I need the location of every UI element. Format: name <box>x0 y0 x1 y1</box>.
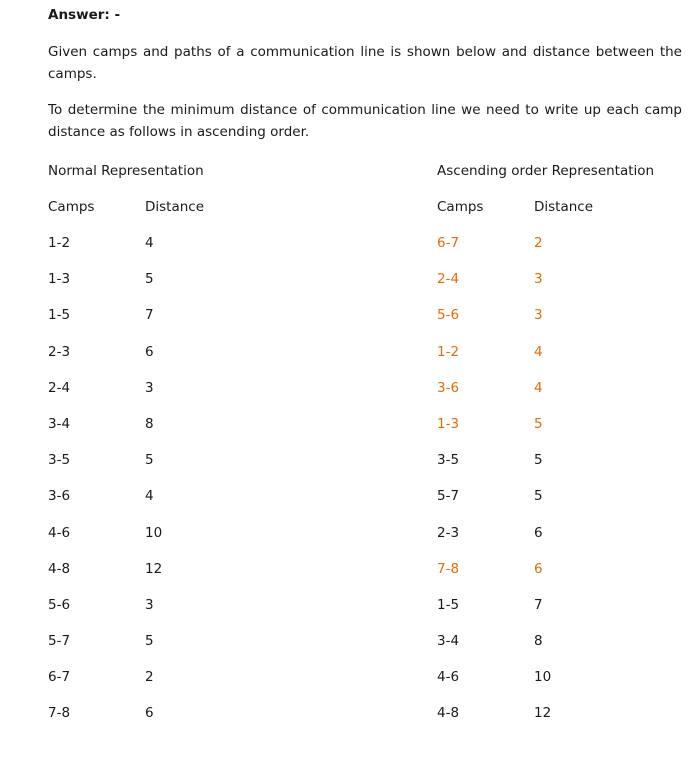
camps-cell: 3-6 <box>437 379 460 396</box>
table-row-highlighted <box>437 558 654 594</box>
normal-representation-table <box>48 160 204 739</box>
table-row <box>48 522 204 558</box>
distance-cell: 5 <box>145 271 154 288</box>
table-row <box>437 630 654 666</box>
distance-cell: 6 <box>145 705 154 722</box>
distance-cell: 6 <box>534 560 543 577</box>
camps-cell: 1-5 <box>48 307 71 324</box>
table-row <box>48 341 204 377</box>
camps-cell: 6-7 <box>437 235 460 251</box>
table-row <box>437 702 654 738</box>
camps-cell: 4-8 <box>437 705 460 722</box>
camps-cell: 7-8 <box>437 560 460 577</box>
camps-cell: 5-6 <box>48 596 71 613</box>
camps-cell: 3-4 <box>48 415 71 432</box>
distance-cell: 5 <box>145 452 154 469</box>
answer-heading: Answer: - <box>48 7 121 23</box>
distance-cell: 5 <box>534 488 543 505</box>
table-row <box>437 666 654 702</box>
normal-header-camps: Camps <box>48 199 95 215</box>
distance-cell: 7 <box>534 596 543 613</box>
table-row <box>48 558 204 594</box>
distance-cell: 4 <box>145 488 154 505</box>
camps-cell: 1-3 <box>48 271 71 288</box>
table-row <box>48 268 204 304</box>
distance-cell: 7 <box>145 307 154 324</box>
distance-cell: 3 <box>534 271 543 288</box>
table-row <box>437 594 654 630</box>
distance-cell: 3 <box>145 596 154 613</box>
camps-cell: 3-5 <box>48 452 71 469</box>
table-row <box>48 630 204 666</box>
camps-cell: 1-2 <box>48 235 71 251</box>
distance-cell: 8 <box>145 415 154 432</box>
table-row <box>48 413 204 449</box>
ascending-table-title: Ascending order Representation <box>437 163 655 179</box>
table-row <box>48 232 204 268</box>
table-row <box>48 485 204 521</box>
distance-cell: 2 <box>534 235 543 251</box>
camps-cell: 5-7 <box>48 633 71 650</box>
table-row <box>48 304 204 340</box>
distance-cell: 2 <box>145 669 154 686</box>
table-row <box>48 702 204 738</box>
camps-cell: 4-6 <box>48 524 71 541</box>
distance-cell: 10 <box>145 524 163 541</box>
camps-cell: 1-2 <box>437 343 460 360</box>
table-row-highlighted <box>437 268 654 304</box>
distance-cell: 3 <box>534 307 543 324</box>
camps-cell: 2-4 <box>48 379 71 396</box>
table-row <box>437 522 654 558</box>
camps-cell: 4-6 <box>437 669 460 686</box>
distance-cell: 3 <box>145 379 154 396</box>
camps-cell: 7-8 <box>48 705 71 722</box>
normal-table-title: Normal Representation <box>48 163 204 179</box>
distance-cell: 4 <box>145 235 154 251</box>
distance-cell: 12 <box>534 705 552 722</box>
distance-cell: 5 <box>534 415 543 432</box>
table-row <box>48 666 204 702</box>
table-row-highlighted <box>437 413 654 449</box>
camps-cell: 2-4 <box>437 271 460 288</box>
normal-table-header <box>48 196 204 218</box>
table-row <box>48 449 204 485</box>
camps-cell: 5-7 <box>437 488 460 505</box>
distance-cell: 8 <box>534 633 543 650</box>
table-row-highlighted <box>437 377 654 413</box>
distance-cell: 4 <box>534 379 543 396</box>
camps-cell: 2-3 <box>48 343 71 360</box>
camps-cell: 6-7 <box>48 669 71 686</box>
normal-header-distance: Distance <box>145 199 205 215</box>
distance-cell: 4 <box>534 343 543 360</box>
distance-cell: 6 <box>534 524 543 541</box>
camps-cell: 5-6 <box>437 307 460 324</box>
method-paragraph: To determine the minimum distance of communication line we need to write up each camp distance as follows in ascending order. <box>48 102 682 140</box>
ascending-representation-table <box>437 160 654 739</box>
camps-cell: 3-4 <box>437 633 460 650</box>
table-row-highlighted <box>437 341 654 377</box>
table-row <box>48 594 204 630</box>
ascending-header-camps: Camps <box>437 199 484 215</box>
distance-cell: 5 <box>145 633 154 650</box>
table-row <box>48 377 204 413</box>
intro-paragraph: Given camps and paths of a communication line is shown below and distance between the camps. <box>48 44 682 82</box>
table-row-highlighted <box>437 304 654 340</box>
table-row-highlighted <box>437 232 654 268</box>
distance-cell: 10 <box>534 669 552 686</box>
camps-cell: 4-8 <box>48 560 71 577</box>
distance-cell: 5 <box>534 452 543 469</box>
ascending-table-header <box>437 196 654 218</box>
ascending-table-body <box>437 232 654 739</box>
ascending-header-distance: Distance <box>534 199 594 215</box>
camps-cell: 3-5 <box>437 452 460 469</box>
table-row <box>437 449 654 485</box>
distance-cell: 6 <box>145 343 154 360</box>
distance-cell: 12 <box>145 560 163 577</box>
camps-cell: 1-3 <box>437 415 460 432</box>
camps-cell: 2-3 <box>437 524 460 541</box>
camps-cell: 1-5 <box>437 596 460 613</box>
camps-cell: 3-6 <box>48 488 71 505</box>
table-row <box>437 485 654 521</box>
normal-table-body <box>48 232 204 739</box>
